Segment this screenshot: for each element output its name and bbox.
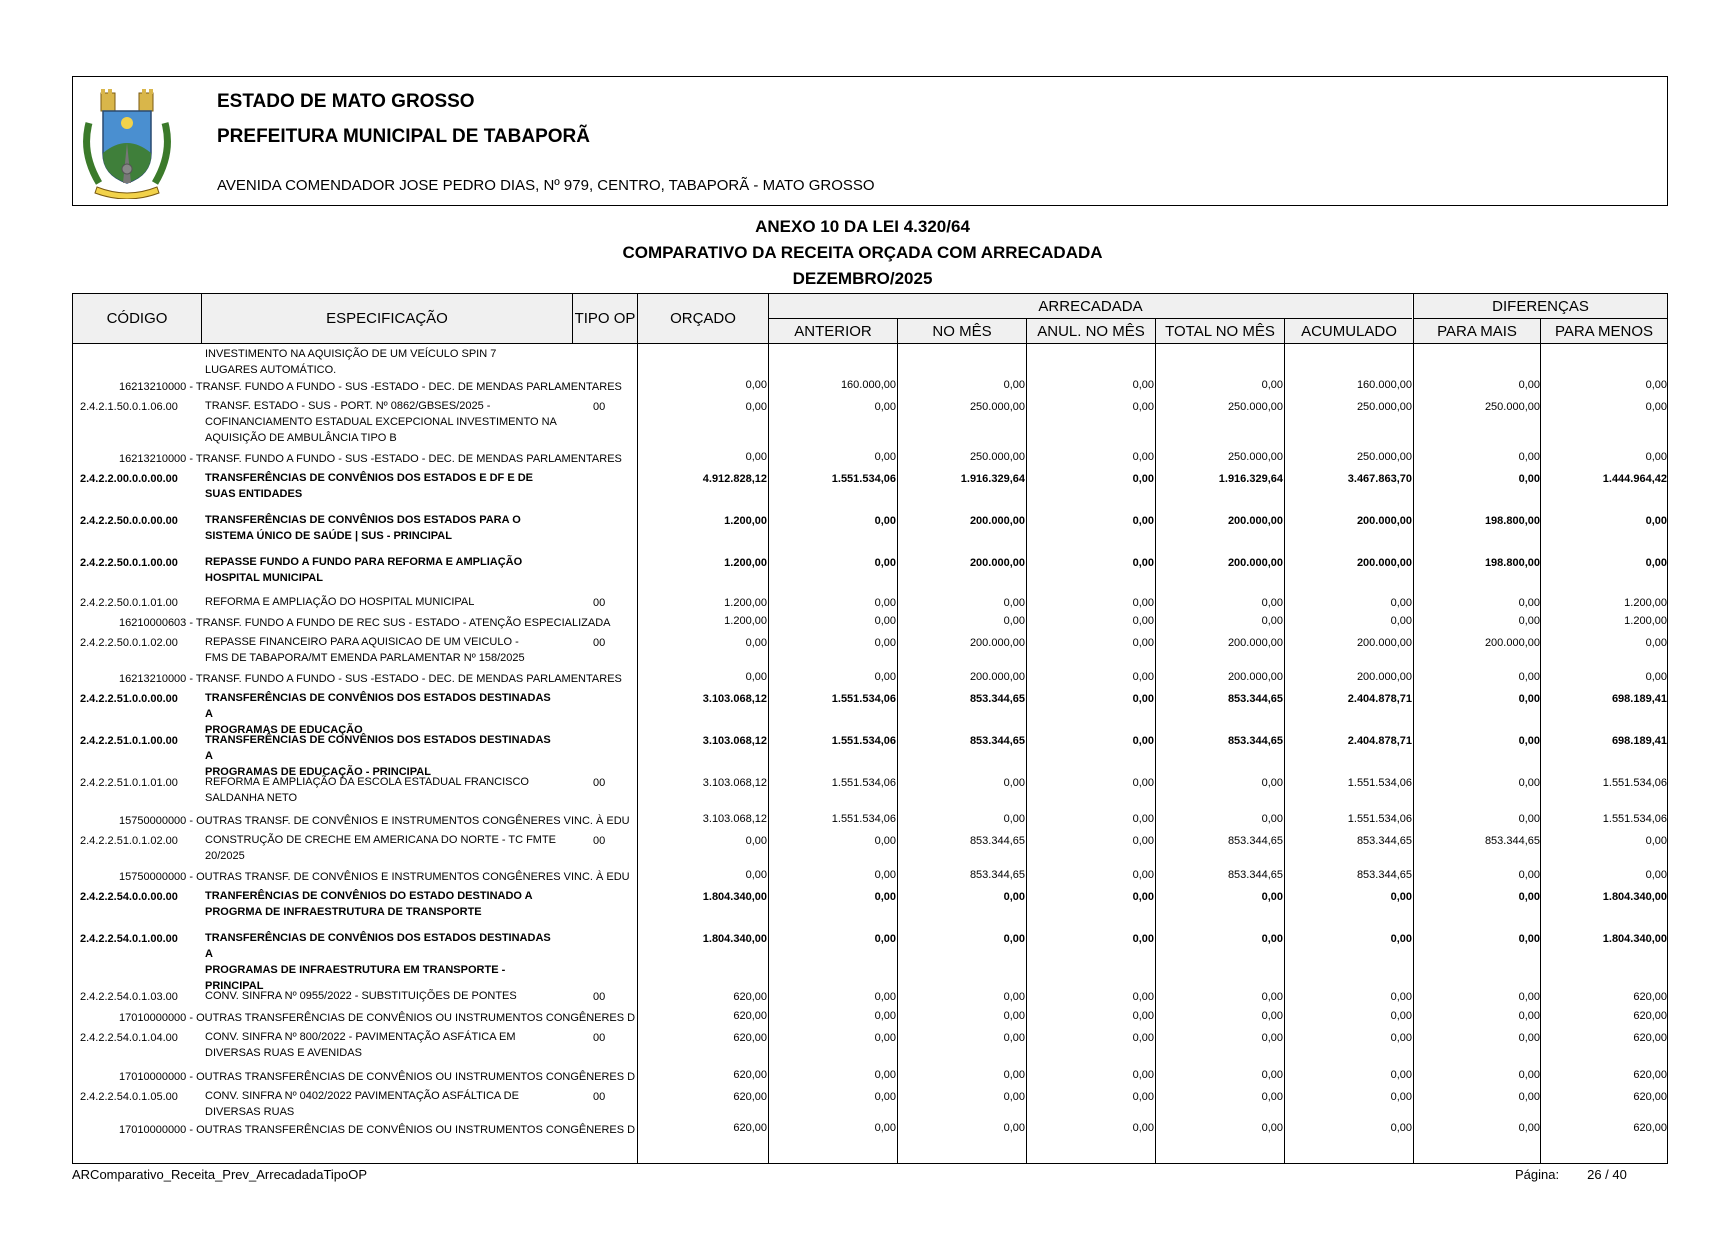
cell-total-no-mes: 200.000,00 bbox=[1227, 637, 1283, 649]
cell-para-menos: 0,00 bbox=[1645, 869, 1667, 881]
page-value: 26 / 40 bbox=[1587, 1167, 1627, 1182]
cell-para-menos: 0,00 bbox=[1645, 671, 1667, 683]
cell-acumulado: 0,00 bbox=[1390, 1069, 1412, 1081]
resource-row bbox=[73, 806, 1667, 830]
cell-no-mes: 250.000,00 bbox=[969, 451, 1025, 463]
cell-anterior: 0,00 bbox=[874, 671, 896, 683]
cell-anul-no-mes: 0,00 bbox=[1132, 401, 1154, 413]
cell-para-mais: 0,00 bbox=[1518, 671, 1540, 683]
table-row bbox=[73, 886, 1667, 928]
cell-anul-no-mes: 0,00 bbox=[1132, 1122, 1154, 1134]
resource-row bbox=[73, 1062, 1667, 1086]
cell-no-mes: 0,00 bbox=[1003, 1122, 1025, 1134]
row-code: 2.4.2.2.00.0.0.00.00 bbox=[80, 473, 178, 485]
row-tipo-op: 00 bbox=[593, 835, 606, 847]
cell-anul-no-mes: 0,00 bbox=[1132, 671, 1154, 683]
column-header-diferencas: DIFERENÇAS bbox=[1414, 294, 1667, 318]
cell-no-mes: 0,00 bbox=[1003, 933, 1025, 945]
cell-total-no-mes: 853.344,65 bbox=[1227, 835, 1283, 847]
row-tipo-op: 00 bbox=[593, 637, 606, 649]
cell-no-mes: 0,00 bbox=[1003, 1010, 1025, 1022]
cell-para-menos: 1.551.534,06 bbox=[1602, 777, 1667, 789]
cell-anterior: 0,00 bbox=[874, 991, 896, 1003]
row-specification: REFORMA E AMPLIAÇÃO DO HOSPITAL MUNICIPAL bbox=[205, 596, 475, 608]
cell-para-menos: 620,00 bbox=[1633, 1069, 1667, 1081]
row-resource-source: 16210000603 - TRANSF. FUNDO A FUNDO DE REC SUS - ESTADO - ATENÇÃO ESPECIALIZADA bbox=[119, 617, 611, 629]
cell-para-mais: 0,00 bbox=[1518, 451, 1540, 463]
header-box bbox=[72, 76, 1668, 206]
cell-no-mes: 0,00 bbox=[1003, 777, 1025, 789]
cell-anul-no-mes: 0,00 bbox=[1132, 515, 1154, 527]
cell-anterior: 0,00 bbox=[874, 515, 896, 527]
cell-orcado: 620,00 bbox=[733, 1032, 767, 1044]
cell-acumulado: 853.344,65 bbox=[1356, 835, 1412, 847]
cell-para-mais: 0,00 bbox=[1518, 1122, 1540, 1134]
cell-acumulado: 200.000,00 bbox=[1356, 557, 1412, 569]
cell-acumulado: 1.551.534,06 bbox=[1347, 777, 1412, 789]
row-tipo-op: 00 bbox=[593, 1091, 606, 1103]
row-specification: CONV. SINFRA Nº 800/2022 - PAVIMENTAÇÃO ASFÁTICA EM DIVERSAS RUAS E AVENIDAS bbox=[205, 1031, 516, 1059]
cell-para-menos: 620,00 bbox=[1633, 1010, 1667, 1022]
table-row bbox=[73, 632, 1667, 666]
cell-acumulado: 250.000,00 bbox=[1356, 451, 1412, 463]
cell-total-no-mes: 0,00 bbox=[1261, 1122, 1283, 1134]
cell-orcado: 1.200,00 bbox=[724, 615, 767, 627]
cell-no-mes: 853.344,65 bbox=[969, 693, 1025, 705]
cell-orcado: 4.912.828,12 bbox=[702, 473, 767, 485]
cell-acumulado: 3.467.863,70 bbox=[1347, 473, 1412, 485]
table-row bbox=[73, 468, 1667, 510]
column-header-tipo-op: TIPO OP bbox=[573, 294, 637, 343]
cell-para-mais: 0,00 bbox=[1518, 615, 1540, 627]
table-row bbox=[73, 1086, 1667, 1121]
cell-para-menos: 1.444.964,42 bbox=[1602, 473, 1667, 485]
cell-para-menos: 698.189,41 bbox=[1611, 735, 1667, 747]
cell-total-no-mes: 0,00 bbox=[1261, 991, 1283, 1003]
cell-anul-no-mes: 0,00 bbox=[1132, 869, 1154, 881]
cell-orcado: 0,00 bbox=[745, 451, 767, 463]
row-resource-source: 16213210000 - TRANSF. FUNDO A FUNDO - SUS -ESTADO - DEC. DE MENDAS PARLAMENTARES bbox=[119, 381, 622, 393]
cell-para-menos: 1.551.534,06 bbox=[1602, 813, 1667, 825]
cell-anul-no-mes: 0,00 bbox=[1132, 473, 1154, 485]
row-code: 2.4.2.2.50.0.1.02.00 bbox=[80, 637, 178, 649]
cell-para-menos: 1.200,00 bbox=[1624, 597, 1667, 609]
cell-orcado: 620,00 bbox=[733, 991, 767, 1003]
row-code: 2.4.2.1.50.0.1.06.00 bbox=[80, 401, 178, 413]
cell-acumulado: 0,00 bbox=[1390, 597, 1412, 609]
cell-no-mes: 200.000,00 bbox=[969, 515, 1025, 527]
row-code: 2.4.2.2.51.0.1.01.00 bbox=[80, 777, 178, 789]
cell-no-mes: 0,00 bbox=[1003, 1069, 1025, 1081]
cell-para-menos: 620,00 bbox=[1633, 1091, 1667, 1103]
cell-total-no-mes: 0,00 bbox=[1261, 597, 1283, 609]
table-row bbox=[73, 986, 1667, 1003]
row-specification: TRANSFERÊNCIAS DE CONVÊNIOS DOS ESTADOS DESTINADAS A PROGRAMAS DE EDUCAÇÃO bbox=[205, 692, 551, 736]
page-label: Página: bbox=[1515, 1167, 1560, 1182]
table-row bbox=[73, 730, 1667, 778]
row-tipo-op: 00 bbox=[593, 1032, 606, 1044]
cell-para-menos: 0,00 bbox=[1645, 835, 1667, 847]
row-resource-source: 17010000000 - OUTRAS TRANSFERÊNCIAS DE CONVÊNIOS OU INSTRUMENTOS CONGÊNERES D bbox=[119, 1012, 636, 1024]
report-title-line1: ANEXO 10 DA LEI 4.320/64 bbox=[755, 217, 970, 236]
cell-acumulado: 2.404.878,71 bbox=[1347, 693, 1412, 705]
cell-total-no-mes: 0,00 bbox=[1261, 1091, 1283, 1103]
cell-orcado: 1.200,00 bbox=[724, 597, 767, 609]
cell-para-mais: 198.800,00 bbox=[1484, 515, 1540, 527]
cell-total-no-mes: 250.000,00 bbox=[1227, 401, 1283, 413]
cell-para-mais: 0,00 bbox=[1518, 1010, 1540, 1022]
cell-para-menos: 0,00 bbox=[1645, 379, 1667, 391]
cell-no-mes: 200.000,00 bbox=[969, 557, 1025, 569]
report-title-line3: DEZEMBRO/2025 bbox=[792, 269, 933, 288]
cell-no-mes: 1.916.329,64 bbox=[960, 473, 1025, 485]
cell-anterior: 0,00 bbox=[874, 1091, 896, 1103]
column-header-arrecadada: ARRECADADA bbox=[769, 294, 1412, 318]
cell-orcado: 3.103.068,12 bbox=[702, 693, 767, 705]
cell-orcado: 620,00 bbox=[733, 1091, 767, 1103]
cell-acumulado: 0,00 bbox=[1390, 1122, 1412, 1134]
cell-para-menos: 0,00 bbox=[1645, 401, 1667, 413]
cell-acumulado: 0,00 bbox=[1390, 933, 1412, 945]
cell-para-menos: 620,00 bbox=[1633, 1122, 1667, 1134]
row-code: 2.4.2.2.54.0.1.00.00 bbox=[80, 933, 178, 945]
table-row bbox=[73, 552, 1667, 592]
cell-anterior: 0,00 bbox=[874, 891, 896, 903]
cell-total-no-mes: 0,00 bbox=[1261, 1010, 1283, 1022]
cell-anul-no-mes: 0,00 bbox=[1132, 615, 1154, 627]
cell-para-menos: 0,00 bbox=[1645, 515, 1667, 527]
row-tipo-op: 00 bbox=[593, 777, 606, 789]
table-row bbox=[73, 1027, 1667, 1062]
cell-orcado: 0,00 bbox=[745, 835, 767, 847]
cell-anterior: 0,00 bbox=[874, 933, 896, 945]
cell-total-no-mes: 0,00 bbox=[1261, 1069, 1283, 1081]
cell-para-menos: 1.804.340,00 bbox=[1602, 891, 1667, 903]
cell-acumulado: 160.000,00 bbox=[1356, 379, 1412, 391]
cell-para-menos: 698.189,41 bbox=[1611, 693, 1667, 705]
cell-no-mes: 853.344,65 bbox=[969, 735, 1025, 747]
cell-total-no-mes: 0,00 bbox=[1261, 379, 1283, 391]
column-header-anul-no-mes: ANUL. NO MÊS bbox=[1027, 319, 1155, 343]
column-header-anterior: ANTERIOR bbox=[769, 319, 897, 343]
cell-orcado: 620,00 bbox=[733, 1122, 767, 1134]
cell-para-menos: 1.200,00 bbox=[1624, 615, 1667, 627]
resource-row bbox=[73, 666, 1667, 688]
row-specification: TRANFERÊNCIAS DE CONVÊNIOS DO ESTADO DESTINADO A PROGRMA DE INFRAESTRUTURA DE TRANSPORTE bbox=[205, 890, 533, 918]
cell-anul-no-mes: 0,00 bbox=[1132, 813, 1154, 825]
report-title-line2: COMPARATIVO DA RECEITA ORÇADA COM ARRECADADA bbox=[622, 243, 1103, 262]
cell-anterior: 1.551.534,06 bbox=[831, 735, 896, 747]
table-row bbox=[73, 772, 1667, 806]
row-code: 2.4.2.2.54.0.1.04.00 bbox=[80, 1032, 178, 1044]
cell-anul-no-mes: 0,00 bbox=[1132, 933, 1154, 945]
cell-para-mais: 0,00 bbox=[1518, 1069, 1540, 1081]
cell-anul-no-mes: 0,00 bbox=[1132, 379, 1154, 391]
table-row bbox=[73, 928, 1667, 992]
cell-anul-no-mes: 0,00 bbox=[1132, 557, 1154, 569]
row-resource-source: 15750000000 - OUTRAS TRANSF. DE CONVÊNIOS E INSTRUMENTOS CONGÊNERES VINC. À EDU bbox=[119, 815, 630, 827]
cell-no-mes: 200.000,00 bbox=[969, 637, 1025, 649]
table-body bbox=[73, 344, 1667, 1139]
cell-orcado: 1.200,00 bbox=[724, 515, 767, 527]
cell-total-no-mes: 0,00 bbox=[1261, 1032, 1283, 1044]
cell-total-no-mes: 853.344,65 bbox=[1227, 693, 1283, 705]
cell-anul-no-mes: 0,00 bbox=[1132, 835, 1154, 847]
report-table bbox=[72, 293, 1668, 1164]
cell-para-mais: 0,00 bbox=[1518, 1091, 1540, 1103]
column-header-especificacao: ESPECIFICAÇÃO bbox=[202, 294, 572, 343]
cell-anterior: 1.551.534,06 bbox=[831, 693, 896, 705]
cell-para-menos: 0,00 bbox=[1645, 637, 1667, 649]
cell-acumulado: 0,00 bbox=[1390, 991, 1412, 1003]
cell-acumulado: 250.000,00 bbox=[1356, 401, 1412, 413]
resource-row bbox=[73, 1003, 1667, 1027]
cell-anterior: 160.000,00 bbox=[840, 379, 896, 391]
resource-row bbox=[73, 446, 1667, 468]
cell-anterior: 0,00 bbox=[874, 637, 896, 649]
cell-total-no-mes: 0,00 bbox=[1261, 615, 1283, 627]
row-specification: TRANSFERÊNCIAS DE CONVÊNIOS DOS ESTADOS DESTINADAS A PROGRAMAS DE INFRAESTRUTURA EM TRANSPORTE - PRINCIPAL bbox=[205, 932, 551, 992]
cell-no-mes: 250.000,00 bbox=[969, 401, 1025, 413]
cell-no-mes: 0,00 bbox=[1003, 615, 1025, 627]
arrecadada-divider bbox=[769, 318, 1412, 319]
cell-orcado: 620,00 bbox=[733, 1069, 767, 1081]
cell-para-menos: 0,00 bbox=[1645, 557, 1667, 569]
column-header-para-menos: PARA MENOS bbox=[1541, 319, 1667, 343]
cell-para-mais: 0,00 bbox=[1518, 813, 1540, 825]
table-row bbox=[73, 344, 1667, 374]
row-specification: CONV. SINFRA Nº 0402/2022 PAVIMENTAÇÃO ASFÁLTICA DE DIVERSAS RUAS bbox=[205, 1090, 519, 1118]
cell-para-mais: 0,00 bbox=[1518, 597, 1540, 609]
column-header-orcado: ORÇADO bbox=[638, 294, 768, 343]
table-row bbox=[73, 592, 1667, 609]
row-code: 2.4.2.2.51.0.1.02.00 bbox=[80, 835, 178, 847]
resource-row bbox=[73, 374, 1667, 396]
cell-total-no-mes: 200.000,00 bbox=[1227, 557, 1283, 569]
cell-para-mais: 0,00 bbox=[1518, 473, 1540, 485]
table-row bbox=[73, 396, 1667, 446]
row-resource-source: 16213210000 - TRANSF. FUNDO A FUNDO - SUS -ESTADO - DEC. DE MENDAS PARLAMENTARES bbox=[119, 453, 622, 465]
cell-total-no-mes: 0,00 bbox=[1261, 777, 1283, 789]
cell-acumulado: 2.404.878,71 bbox=[1347, 735, 1412, 747]
row-tipo-op: 00 bbox=[593, 401, 606, 413]
cell-acumulado: 0,00 bbox=[1390, 1032, 1412, 1044]
cell-acumulado: 0,00 bbox=[1390, 1010, 1412, 1022]
row-code: 2.4.2.2.50.0.0.00.00 bbox=[80, 515, 178, 527]
cell-anterior: 0,00 bbox=[874, 1010, 896, 1022]
cell-para-mais: 0,00 bbox=[1518, 1032, 1540, 1044]
cell-anul-no-mes: 0,00 bbox=[1132, 597, 1154, 609]
column-header-acumulado: ACUMULADO bbox=[1285, 319, 1413, 343]
row-code: 2.4.2.2.54.0.1.03.00 bbox=[80, 991, 178, 1003]
cell-anterior: 1.551.534,06 bbox=[831, 777, 896, 789]
cell-no-mes: 0,00 bbox=[1003, 813, 1025, 825]
cell-anterior: 0,00 bbox=[874, 557, 896, 569]
row-specification: REPASSE FINANCEIRO PARA AQUISICAO DE UM VEICULO - FMS DE TABAPORA/MT EMENDA PARLAMENTAR Nº 158/2025 bbox=[205, 636, 525, 664]
cell-acumulado: 853.344,65 bbox=[1356, 869, 1412, 881]
prefecture-address: AVENIDA COMENDADOR JOSE PEDRO DIAS, Nº 979, CENTRO, TABAPORÃ - MATO GROSSO bbox=[217, 177, 875, 194]
column-header-total-no-mes: TOTAL NO MÊS bbox=[1156, 319, 1284, 343]
report-name: ARComparativo_Receita_Prev_ArrecadadaTipoOP bbox=[72, 1167, 368, 1182]
municipal-crest-icon bbox=[79, 83, 175, 199]
cell-orcado: 0,00 bbox=[745, 637, 767, 649]
cell-anterior: 1.551.534,06 bbox=[831, 473, 896, 485]
cell-anterior: 1.551.534,06 bbox=[831, 813, 896, 825]
cell-para-menos: 620,00 bbox=[1633, 1032, 1667, 1044]
cell-orcado: 3.103.068,12 bbox=[702, 813, 767, 825]
cell-orcado: 0,00 bbox=[745, 869, 767, 881]
cell-anterior: 0,00 bbox=[874, 451, 896, 463]
cell-anterior: 0,00 bbox=[874, 1069, 896, 1081]
cell-anterior: 0,00 bbox=[874, 401, 896, 413]
cell-para-mais: 0,00 bbox=[1518, 735, 1540, 747]
page-indicator bbox=[1515, 1167, 1627, 1182]
cell-no-mes: 853.344,65 bbox=[969, 835, 1025, 847]
cell-acumulado: 200.000,00 bbox=[1356, 637, 1412, 649]
table-row bbox=[73, 688, 1667, 736]
cell-para-mais: 0,00 bbox=[1518, 891, 1540, 903]
cell-no-mes: 0,00 bbox=[1003, 379, 1025, 391]
cell-anul-no-mes: 0,00 bbox=[1132, 1032, 1154, 1044]
cell-para-menos: 620,00 bbox=[1633, 991, 1667, 1003]
cell-orcado: 3.103.068,12 bbox=[702, 735, 767, 747]
row-resource-source: 16213210000 - TRANSF. FUNDO A FUNDO - SUS -ESTADO - DEC. DE MENDAS PARLAMENTARES bbox=[119, 673, 622, 685]
row-resource-source: 17010000000 - OUTRAS TRANSFERÊNCIAS DE CONVÊNIOS OU INSTRUMENTOS CONGÊNERES D bbox=[119, 1071, 636, 1083]
row-specification: INVESTIMENTO NA AQUISIÇÃO DE UM VEÍCULO SPIN 7 LUGARES AUTOMÁTICO. bbox=[205, 348, 497, 376]
table-row bbox=[73, 830, 1667, 864]
cell-anterior: 0,00 bbox=[874, 1122, 896, 1134]
cell-no-mes: 853.344,65 bbox=[969, 869, 1025, 881]
cell-no-mes: 200.000,00 bbox=[969, 671, 1025, 683]
cell-anul-no-mes: 0,00 bbox=[1132, 891, 1154, 903]
cell-no-mes: 0,00 bbox=[1003, 891, 1025, 903]
row-specification: TRANSFERÊNCIAS DE CONVÊNIOS DOS ESTADOS PARA O SISTEMA ÚNICO DE SAÚDE | SUS - PRINCIPAL bbox=[205, 514, 521, 542]
row-specification: CONSTRUÇÃO DE CRECHE EM AMERICANA DO NORTE - TC FMTE 20/2025 bbox=[205, 834, 557, 862]
cell-para-mais: 0,00 bbox=[1518, 693, 1540, 705]
cell-para-mais: 0,00 bbox=[1518, 991, 1540, 1003]
cell-acumulado: 1.551.534,06 bbox=[1347, 813, 1412, 825]
cell-para-menos: 0,00 bbox=[1645, 451, 1667, 463]
column-header-no-mes: NO MÊS bbox=[898, 319, 1026, 343]
row-specification: TRANSFERÊNCIAS DE CONVÊNIOS DOS ESTADOS DESTINADAS A PROGRAMAS DE EDUCAÇÃO - PRINCIPAL bbox=[205, 734, 551, 778]
state-name: ESTADO DE MATO GROSSO bbox=[217, 91, 475, 112]
cell-orcado: 1.804.340,00 bbox=[702, 933, 767, 945]
cell-total-no-mes: 200.000,00 bbox=[1227, 515, 1283, 527]
cell-anul-no-mes: 0,00 bbox=[1132, 693, 1154, 705]
cell-anul-no-mes: 0,00 bbox=[1132, 1069, 1154, 1081]
cell-orcado: 0,00 bbox=[745, 379, 767, 391]
cell-anul-no-mes: 0,00 bbox=[1132, 1010, 1154, 1022]
row-resource-source: 17010000000 - OUTRAS TRANSFERÊNCIAS DE CONVÊNIOS OU INSTRUMENTOS CONGÊNERES D bbox=[119, 1124, 636, 1136]
cell-no-mes: 0,00 bbox=[1003, 1032, 1025, 1044]
cell-acumulado: 200.000,00 bbox=[1356, 671, 1412, 683]
cell-para-mais: 0,00 bbox=[1518, 869, 1540, 881]
report-titles bbox=[0, 214, 1725, 292]
cell-anterior: 0,00 bbox=[874, 597, 896, 609]
cell-para-mais: 0,00 bbox=[1518, 933, 1540, 945]
cell-total-no-mes: 0,00 bbox=[1261, 813, 1283, 825]
cell-anul-no-mes: 0,00 bbox=[1132, 991, 1154, 1003]
resource-row bbox=[73, 864, 1667, 886]
row-code: 2.4.2.2.54.0.1.05.00 bbox=[80, 1091, 178, 1103]
row-resource-source: 15750000000 - OUTRAS TRANSF. DE CONVÊNIOS E INSTRUMENTOS CONGÊNERES VINC. À EDU bbox=[119, 871, 630, 883]
cell-anterior: 0,00 bbox=[874, 615, 896, 627]
cell-total-no-mes: 1.916.329,64 bbox=[1218, 473, 1283, 485]
prefecture-name: PREFEITURA MUNICIPAL DE TABAPORÃ bbox=[217, 126, 590, 147]
row-specification: CONV. SINFRA Nº 0955/2022 - SUBSTITUIÇÕES DE PONTES bbox=[205, 990, 517, 1002]
cell-anterior: 0,00 bbox=[874, 1032, 896, 1044]
cell-total-no-mes: 853.344,65 bbox=[1227, 735, 1283, 747]
row-code: 2.4.2.2.54.0.0.00.00 bbox=[80, 891, 178, 903]
cell-no-mes: 0,00 bbox=[1003, 1091, 1025, 1103]
cell-total-no-mes: 200.000,00 bbox=[1227, 671, 1283, 683]
cell-acumulado: 0,00 bbox=[1390, 1091, 1412, 1103]
row-code: 2.4.2.2.51.0.1.00.00 bbox=[80, 735, 178, 747]
cell-orcado: 0,00 bbox=[745, 401, 767, 413]
cell-para-menos: 1.804.340,00 bbox=[1602, 933, 1667, 945]
cell-total-no-mes: 0,00 bbox=[1261, 891, 1283, 903]
resource-row bbox=[73, 1121, 1667, 1139]
cell-anul-no-mes: 0,00 bbox=[1132, 777, 1154, 789]
cell-orcado: 3.103.068,12 bbox=[702, 777, 767, 789]
cell-para-mais: 853.344,65 bbox=[1484, 835, 1540, 847]
row-specification: TRANSFERÊNCIAS DE CONVÊNIOS DOS ESTADOS E DF E DE SUAS ENTIDADES bbox=[205, 472, 534, 500]
cell-para-mais: 200.000,00 bbox=[1484, 637, 1540, 649]
cell-para-mais: 198.800,00 bbox=[1484, 557, 1540, 569]
cell-total-no-mes: 0,00 bbox=[1261, 933, 1283, 945]
cell-orcado: 1.200,00 bbox=[724, 557, 767, 569]
row-code: 2.4.2.2.51.0.0.00.00 bbox=[80, 693, 178, 705]
row-specification: REFORMA E AMPLIAÇÃO DA ESCOLA ESTADUAL FRANCISCO SALDANHA NETO bbox=[205, 776, 529, 804]
row-tipo-op: 00 bbox=[593, 991, 606, 1003]
cell-anul-no-mes: 0,00 bbox=[1132, 1091, 1154, 1103]
row-tipo-op: 00 bbox=[593, 597, 606, 609]
row-specification: TRANSF. ESTADO - SUS - PORT. Nº 0862/GBSES/2025 - COFINANCIAMENTO ESTADUAL EXCEPCIONAL INVESTIMENTO NA AQUISIÇÃO DE AMBULÂNCIA TIPO B bbox=[205, 400, 557, 444]
cell-anul-no-mes: 0,00 bbox=[1132, 735, 1154, 747]
cell-acumulado: 0,00 bbox=[1390, 615, 1412, 627]
cell-no-mes: 0,00 bbox=[1003, 597, 1025, 609]
row-specification: REPASSE FUNDO A FUNDO PARA REFORMA E AMPLIAÇÃO HOSPITAL MUNICIPAL bbox=[205, 556, 523, 584]
cell-total-no-mes: 853.344,65 bbox=[1227, 869, 1283, 881]
cell-total-no-mes: 250.000,00 bbox=[1227, 451, 1283, 463]
col-divider bbox=[201, 294, 202, 343]
cell-acumulado: 200.000,00 bbox=[1356, 515, 1412, 527]
resource-row bbox=[73, 609, 1667, 632]
table-row bbox=[73, 510, 1667, 552]
cell-orcado: 1.804.340,00 bbox=[702, 891, 767, 903]
cell-anul-no-mes: 0,00 bbox=[1132, 637, 1154, 649]
col-divider bbox=[572, 294, 573, 343]
cell-anul-no-mes: 0,00 bbox=[1132, 451, 1154, 463]
cell-acumulado: 0,00 bbox=[1390, 891, 1412, 903]
cell-anterior: 0,00 bbox=[874, 835, 896, 847]
cell-orcado: 0,00 bbox=[745, 671, 767, 683]
column-header-para-mais: PARA MAIS bbox=[1414, 319, 1540, 343]
row-code: 2.4.2.2.50.0.1.00.00 bbox=[80, 557, 178, 569]
cell-no-mes: 0,00 bbox=[1003, 991, 1025, 1003]
cell-orcado: 620,00 bbox=[733, 1010, 767, 1022]
cell-para-mais: 250.000,00 bbox=[1484, 401, 1540, 413]
cell-para-mais: 0,00 bbox=[1518, 379, 1540, 391]
row-code: 2.4.2.2.50.0.1.01.00 bbox=[80, 597, 178, 609]
column-header-codigo: CÓDIGO bbox=[73, 294, 201, 343]
cell-anterior: 0,00 bbox=[874, 869, 896, 881]
cell-para-mais: 0,00 bbox=[1518, 777, 1540, 789]
